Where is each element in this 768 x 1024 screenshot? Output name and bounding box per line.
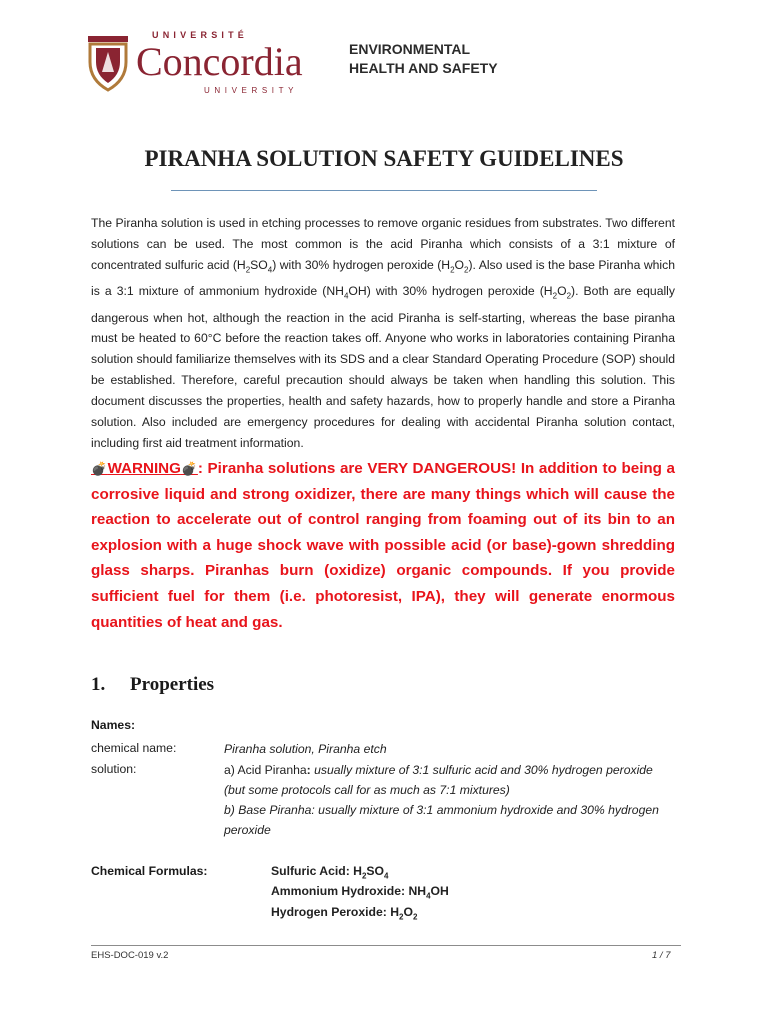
title-divider xyxy=(171,190,597,191)
chemical-formulas-heading: Chemical Formulas: xyxy=(91,864,208,878)
solution-value-acid: a) Acid Piranha: usually mixture of 3:1 sulfuric acid and 30% hydrogen peroxide (but some protocols call for as much as 7:1 mixtures) xyxy=(224,763,653,797)
formula-ammonium-hydroxide: Ammonium Hydroxide: $NH_4OH$ xyxy=(271,884,449,901)
warning-label: 💣WARNING💣 xyxy=(91,460,198,477)
document-id: EHS-DOC-019 v.2 xyxy=(91,950,169,961)
chemical-name-value: Piranha solution, Piranha etch xyxy=(224,742,387,756)
chemical-name-label: chemical name: xyxy=(91,741,177,755)
solution-label: solution: xyxy=(91,762,137,776)
formula-sulfuric-acid: Sulfuric Acid: $H_2SO_4$ xyxy=(271,864,389,881)
shield-icon xyxy=(86,32,130,92)
warning-text: : Piranha solutions are VERY DANGEROUS! In addition to being a corrosive liquid and strong oxidizer, there are many things which will cause the reaction to accelerate out of control ranging from foaming out of its bin to an explosion with a huge shock wave with possible acid (or base)-gown shredding glass sharps. Piranhas burn (oxidize) organic compounds. If you provide sufficient fuel for them (i.e. photoresist, IPA), they will generate enormous quantities of heat and gas. xyxy=(91,460,676,631)
intro-paragraph: The Piranha solution is used in etching processes to remove organic residues from substrates. Two different solutions can be used. The most common is the acid Piranha which consists of a 3:1 mixture of concentrated sulfuric acid $(H_2SO_4)$ with 30% hydrogen peroxide $(H_2O_2)$. Also used is the base Piranha which is a 3:1 mixture of ammonium hydroxide $(NH_4OH)$ with 30% hydrogen peroxide $(H_2O_2)$. Both are equally dangerous when hot, although the reaction in the acid Piranha is self-starting, whereas the base piranha must be heated to 60°C before the reaction takes off. Anyone who works in laboratories containing Piranha solution should familiarize themselves with its SDS and a clear Standard Operating Procedure (SOP) should be established. Therefore, careful precaution should always be taken when handling this solution. This document discusses the properties, health and safety hazards, how to properly handle and store a Piranha solution. Also included are emergency procedures for dealing with accidental Piranha solution contact, including first aid treatment information. xyxy=(91,216,675,450)
bomb-icon: 💣 xyxy=(91,461,108,476)
formula-hydrogen-peroxide: Hydrogen Peroxide: $H_2O_2$ xyxy=(271,905,418,922)
logo-universite-text: UNIVERSITÉ xyxy=(152,30,249,40)
department-name xyxy=(349,40,498,78)
page-title: PIRANHA SOLUTION SAFETY GUIDELINES xyxy=(144,146,624,171)
bomb-icon: 💣 xyxy=(180,461,198,476)
concordia-logo xyxy=(86,30,326,96)
logo-wordmark: Concordia xyxy=(136,39,303,84)
warning-paragraph xyxy=(91,456,675,635)
names-heading: Names: xyxy=(91,718,136,732)
section-heading-properties: 1. Properties xyxy=(91,674,215,695)
logo-university-text: UNIVERSITY xyxy=(204,86,299,95)
department-line-2: HEALTH AND SAFETY xyxy=(349,60,498,76)
solution-value-base: b) Base Piranha: usually mixture of 3:1 ammonium hydroxide and 30% hydrogen peroxide xyxy=(224,803,659,837)
footer-divider xyxy=(91,945,681,946)
department-line-1: ENVIRONMENTAL xyxy=(349,41,471,57)
page-number: 1 / 7 xyxy=(652,950,671,961)
